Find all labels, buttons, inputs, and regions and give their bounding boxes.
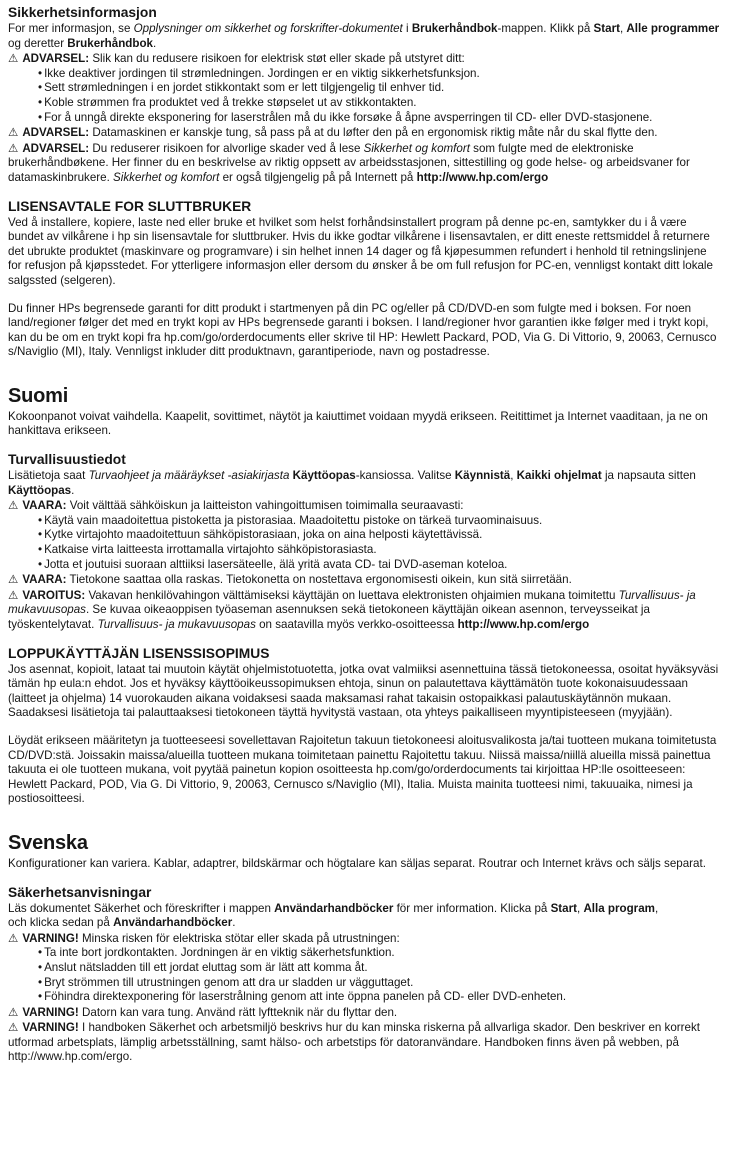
- text-segment: i: [402, 22, 412, 35]
- bullet-fi-3: [8, 543, 723, 558]
- text-segment: .: [232, 916, 236, 930]
- text-segment: Turvallisuustiedot: [8, 452, 126, 468]
- bullet-icon: •: [38, 513, 43, 527]
- text-segment: ,: [576, 901, 584, 915]
- text-segment: Minska risken för elektriska stötar eller skada på utrustningen:: [78, 931, 400, 945]
- text-segment: Turvaohjeet ja määräykset -asiakirjasta: [88, 469, 290, 483]
- warning-varoitus: [8, 588, 723, 633]
- text-segment: Du reduserer risikoen for alvorlige skader ved å lese: [89, 141, 364, 155]
- text-segment: Svenska: [8, 831, 88, 854]
- text-segment: VAROITUS:: [22, 588, 86, 602]
- warning-triangle-icon: ⚠: [8, 51, 19, 66]
- warning-triangle-icon: ⚠: [8, 1004, 19, 1019]
- text-segment: For mer informasjon, se: [8, 22, 134, 35]
- text-segment: Käytä vain maadoitettua pistoketta ja pistorasiaa. Maadoitettu pistoke on tärkeä turvaominaisuus.: [44, 513, 543, 527]
- text-segment: Föhindra direktexponering för laserstrålning genom att inte öppna panelen på CD- eller DVD-enheten.: [44, 990, 567, 1004]
- text-segment: ,: [510, 469, 517, 483]
- text-segment: Käyttöopas: [292, 469, 356, 483]
- text-segment: Brukerhåndbok: [67, 36, 153, 50]
- bullet-icon: •: [38, 81, 43, 95]
- text-segment: Opplysninger om sikkerhet og forskrifter-dokumentet: [133, 22, 403, 35]
- text-segment: ja napsauta sitten: [601, 469, 696, 483]
- text-segment: för mer information. Klicka på: [393, 901, 551, 915]
- warning-triangle-icon: ⚠: [8, 1020, 19, 1035]
- bullet-icon: •: [38, 110, 43, 124]
- warning-triangle-icon: ⚠: [8, 587, 19, 602]
- text-segment: -kansiossa. Valitse: [355, 469, 455, 483]
- text-segment: Alle programmer: [626, 22, 720, 35]
- text-segment: Start: [593, 22, 620, 35]
- warning-triangle-icon: ⚠: [8, 498, 19, 513]
- para-suomi-intro: [8, 410, 723, 439]
- bullet-fi-4: [8, 558, 723, 573]
- bullet-icon: •: [38, 66, 43, 80]
- bullet-sv-2: [8, 961, 723, 976]
- text-segment: ,: [654, 901, 659, 915]
- warning-vaara-1: [8, 498, 723, 514]
- text-segment: VARNING!: [22, 931, 79, 945]
- bullet-no-4: [8, 111, 723, 126]
- text-segment: Du finner HPs begrensede garanti for ditt produkt i startmenyen på din PC og/eller på CD/DVD-en som fulgte med i boksen. For noen land/regioner følger det med en trykt kopi av HPs begrensede garanti i boksen. I land/regioner hvor garantien ikke følger med i trykt kopi, kan du be om en trykt kopi fra hp.com/go/orderdocuments eller skrive til HP: Hewlett Packard, POD, Via G. Di Vittorio, 9, 20063, Cernusco s/Naviglio (MI), Italy. Vennligst inkluder ditt produktnavn, garantiperiode, navn og postadresse.: [8, 301, 717, 359]
- text-segment: Kytke virtajohto maadoitettuun sähköpistorasiaan, joka on aina helposti käytettävissä.: [44, 528, 483, 542]
- heading-loppukayttajan-lisenssisopimus: [8, 645, 723, 662]
- warning-triangle-icon: ⚠: [8, 930, 19, 945]
- bullet-fi-2: [8, 528, 723, 543]
- text-segment: Turvallisuus- ja mukavuusopas: [97, 618, 256, 631]
- text-segment: ,: [619, 22, 627, 35]
- text-segment: Kokoonpanot voivat vaihdella. Kaapelit, sovittimet, näytöt ja kaiuttimet voidaan myydä erikseen. Reitittimet ja Internet vaaditaan, ja ne on hankittava erikseen.: [8, 409, 708, 438]
- heading-sikkerhetsinformasjon: [8, 4, 723, 21]
- text-segment: LISENSAVTALE FOR SLUTTBRUKER: [8, 198, 252, 214]
- text-segment: Vakavan henkilövahingon välttämiseksi käyttäjän on luettava elektronisten ohjaimien mukana toimitettu: [85, 588, 619, 602]
- text-segment: Löydät erikseen määritetyn ja tuotteeseesi sovellettavan Rajoitetun takuun tietokoneesi aloitusvalikosta ja/tai tuotteen mukana toimitetusta CD/DVD:stä. Joissakin maissa/alueilla tuotteen mukana toimitetaan painettu Rajoitettu takuu. Niissä maissa/niillä alueilla missä painettua takuuta ei ole tuotteen mukana, voit pyytää painetun kopion osoitteesta hp.com/go/orderdocuments tai kirjoittaa HP:lle osoitteeseen: Hewlett Packard, POD, Via G. Di Vittorio, 9, 20063, Cernusco s/Naviglio (MI), Italia. Muista mainita tuotteesi nimi, takuuaika, nimesi ja postiosoitteesi.: [8, 733, 717, 806]
- bullet-sv-3: [8, 976, 723, 991]
- bullet-fi-1: [8, 514, 723, 529]
- bullet-icon: •: [38, 528, 43, 542]
- text-segment: I handboken Säkerhet och arbetsmiljö beskrivs hur du kan minska riskerna på allvarliga skador. Den beskriver en korrekt utformad arbetsplats, lämplig arbetsställning, samt hälso- och arbetstips för datoranvändare. Handboken finns även på webben, på http://www.hp.com/ergo.: [8, 1021, 700, 1064]
- text-segment: Katkaise virta laitteesta irrottamalla virtajohto sähköpistorasiasta.: [44, 543, 377, 557]
- warning-varning-2: [8, 1005, 723, 1021]
- bullet-no-2: [8, 81, 723, 96]
- text-segment: Sikkerhet og komfort: [113, 170, 220, 184]
- warning-advarsel-2: [8, 125, 723, 141]
- text-segment: Säkerhetsanvisningar: [8, 884, 152, 900]
- bullet-no-3: [8, 96, 723, 111]
- heading-lisensavtale: [8, 198, 723, 215]
- warning-advarsel-3: [8, 141, 723, 186]
- text-segment: Tietokone saattaa olla raskas. Tietokonetta on nostettava ergonomisesti oikein, kun sitä siirretään.: [66, 573, 572, 587]
- warning-varning-1: [8, 931, 723, 947]
- text-segment: Käyttöopas: [8, 483, 72, 497]
- text-segment: VAARA:: [22, 499, 67, 513]
- text-segment: VARNING!: [22, 1005, 79, 1019]
- text-segment: Anslut nätsladden till ett jordat eluttag som är lätt att komma åt.: [44, 960, 368, 974]
- warning-varning-3: [8, 1020, 723, 1065]
- para-sikkerhet-intro: [8, 22, 723, 51]
- para-eula-fi: [8, 663, 723, 721]
- text-segment: Jotta et joutuisi suoraan alttiiksi lasersäteelle, älä yritä avata CD- tai DVD-aseman koteloa.: [44, 557, 508, 571]
- text-segment: Konfigurationer kan variera. Kablar, adaptrer, bildskärmar och högtalare kan säljas separat. Routrar och Internet krävs och säljs separat.: [8, 856, 706, 870]
- text-segment: Jos asennat, kopioit, lataat tai muutoin käytät ohjelmistotuotetta, jotka ovat valmiiksi asennettuina tässä tietokoneessa, osoitat hyväksyväsi tämän hp eula:n ehdot. Jos et hyväksy käyttöoikeussopimuksen ehtoja, sinun on palautettava käyttämätön tuote kokonaisuudessaan (laitteet ja ohjelma) 14 vuorokauden aikana voidaksesi saada maksamasi rahat takaisin ostopaikkasi palautuskäytännön mukaan. Saadaksesi lisätietoja tai palauttaaksesi tietokoneen täyttä hyvitystä vastaan, ota yhteys paikalliseen myyntipisteeseen (myyjään).: [8, 662, 719, 720]
- bullet-icon: •: [38, 557, 43, 571]
- bullet-icon: •: [38, 975, 43, 989]
- bullet-icon: •: [38, 95, 43, 109]
- heading-svenska: [8, 831, 723, 856]
- text-segment: Användarhandböcker: [113, 916, 233, 930]
- heading-turvallisuustiedot: [8, 451, 723, 468]
- text-segment: .: [152, 36, 157, 50]
- text-segment: Slik kan du redusere risikoen for elektrisk støt eller skade på utstyret ditt:: [89, 52, 465, 66]
- text-segment: ADVARSEL:: [22, 126, 90, 140]
- text-segment: ADVARSEL:: [22, 52, 90, 66]
- text-segment: Användarhandböcker: [274, 901, 394, 915]
- text-segment: For å unngå direkte eksponering for laserstrålen må du ikke forsøke å åpne avsperringen til CD- eller DVD-stasjonene.: [44, 110, 653, 124]
- text-segment: VARNING!: [22, 1021, 79, 1035]
- text-segment: Lisätietoja saat: [8, 469, 89, 483]
- text-segment: som fulgte med de elektroniske brukerhåndbøkene. Her finner du en beskrivelse av riktig oppsett av arbeidsstasjonen, sittestilling og gode helse- og arbeidsvaner for datamaskinbrukere.: [8, 141, 690, 184]
- text-segment: Läs dokumentet Säkerhet och föreskrifter i mappen: [8, 901, 275, 915]
- text-segment: Käynnistä: [454, 469, 511, 483]
- text-segment: Start: [550, 901, 577, 915]
- bullet-no-1: [8, 67, 723, 82]
- text-segment: Koble strømmen fra produktet ved å trekke støpselet ut av stikkontakten.: [44, 95, 417, 109]
- warning-triangle-icon: ⚠: [8, 125, 19, 140]
- para-takuu-fi: [8, 734, 723, 807]
- text-segment: och klicka sedan på: [8, 916, 114, 930]
- heading-suomi: [8, 384, 723, 409]
- text-segment: . Se kuvaa oikeaoppisen työaseman asennuksen sekä tietokoneen käyttäjän oikean asennon, terveysseikat ja työskentelytavat.: [8, 603, 650, 631]
- bullet-icon: •: [38, 960, 43, 974]
- warning-advarsel-1: [8, 51, 723, 67]
- text-segment: Sikkerhetsinformasjon: [8, 5, 157, 20]
- warning-vaara-2: [8, 572, 723, 588]
- text-segment: http://www.hp.com/ergo: [416, 170, 549, 184]
- text-segment: Kaikki ohjelmat: [516, 469, 602, 483]
- para-garanti-no: [8, 302, 723, 360]
- text-segment: Ved å installere, kopiere, laste ned eller bruke et hvilket som helst forhåndsinstallert program på denne pc-en, samtykker du i å være bundet av vilkårene i hp sin lisensavtale for sluttbruker. Hvis du ikke godtar vilkårene i lisensavtalen, er ditt eneste rettsmiddel å returnere det ubrukte produktet (maskinvare og programvare) i sin helhet innen 14 dager og få kjøpesummen refundert i henhold til retningslinjene for refusjon på kjøpsstedet. For ytterligere informasjon eller dersom du ønsker å be om full refusjon for PC-en, vennligst kontakt ditt lokale salgssted (selgeren).: [8, 215, 713, 287]
- para-turvallisuus-intro: [8, 469, 723, 498]
- text-segment: Sikkerhet og komfort: [363, 141, 470, 155]
- text-segment: VAARA:: [22, 573, 67, 587]
- text-segment: Bryt strömmen till utrustningen genom att dra ur sladden ur vägguttaget.: [44, 975, 414, 989]
- text-segment: Suomi: [8, 384, 69, 407]
- text-segment: http://www.hp.com/ergo: [457, 618, 590, 631]
- bullet-sv-1: [8, 946, 723, 961]
- text-segment: Datamaskinen er kanskje tung, så pass på at du løfter den på en ergonomisk riktig måte når du skal flytte den.: [89, 126, 658, 140]
- document-body: [8, 4, 723, 1065]
- text-segment: Datorn kan vara tung. Använd rätt lyftteknik när du flyttar den.: [78, 1005, 398, 1019]
- text-segment: Turvallisuus- ja mukavuusopas: [8, 588, 696, 617]
- text-segment: Alla program: [583, 901, 655, 915]
- text-segment: og deretter: [8, 36, 68, 50]
- text-segment: LOPPUKÄYTTÄJÄN LISENSSISOPIMUS: [8, 645, 270, 661]
- heading-sakerhetsanvisningar: [8, 884, 723, 901]
- text-segment: er også tilgjengelig på på Internett på: [219, 170, 417, 184]
- bullet-sv-4: [8, 990, 723, 1005]
- text-segment: Ikke deaktiver jordingen til strømledningen. Jordingen er en viktig sikkerhetsfunksjon.: [44, 66, 480, 80]
- text-segment: on saatavilla myös verkko-osoitteessa: [255, 618, 458, 631]
- para-eula-no: [8, 216, 723, 289]
- text-segment: Brukerhåndbok: [411, 22, 498, 35]
- text-segment: -mappen. Klikk på: [497, 22, 594, 35]
- bullet-icon: •: [38, 990, 43, 1004]
- text-segment: ADVARSEL:: [22, 141, 90, 155]
- bullet-icon: •: [38, 543, 43, 557]
- para-svenska-intro: [8, 857, 723, 872]
- text-segment: .: [71, 483, 75, 497]
- text-segment: Voit välttää sähköiskun ja laitteiston vahingoittumisen toimimalla seuraavasti:: [66, 499, 464, 513]
- warning-triangle-icon: ⚠: [8, 140, 19, 155]
- bullet-icon: •: [38, 946, 43, 960]
- text-segment: Sett strømledningen i en jordet stikkontakt som er lett tilgjengelig til enhver tid.: [44, 81, 445, 95]
- warning-triangle-icon: ⚠: [8, 572, 19, 587]
- para-sakerhet-intro: [8, 902, 723, 931]
- text-segment: Ta inte bort jordkontakten. Jordningen är en viktig säkerhetsfunktion.: [44, 946, 395, 960]
